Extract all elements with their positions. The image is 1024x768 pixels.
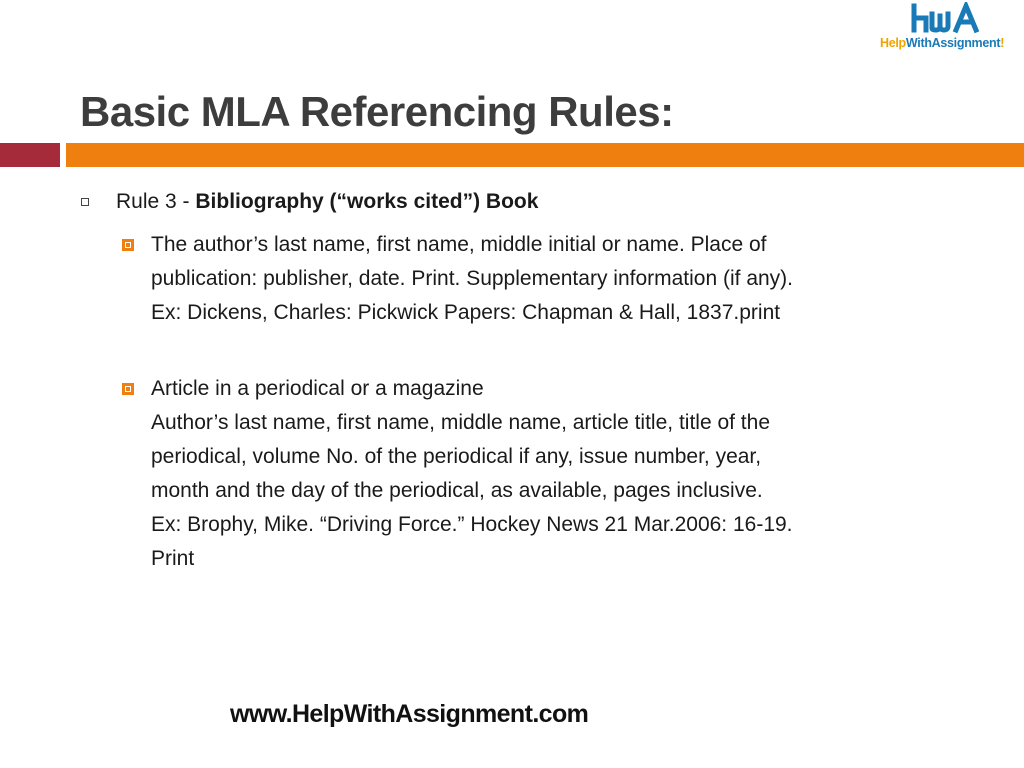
book-line: The author’s last name, first name, middle initial or name. Place of xyxy=(151,233,767,256)
footer-url[interactable]: www.HelpWithAssignment.com xyxy=(230,700,589,728)
article-line: month and the day of the periodical, as available, pages inclusive. xyxy=(151,479,763,502)
article-line: Print xyxy=(151,547,195,570)
orange-square-bullet-icon xyxy=(122,383,134,395)
rule-heading xyxy=(116,188,538,216)
logo xyxy=(878,2,1024,54)
article-item xyxy=(151,372,981,576)
divider-bar-right xyxy=(66,143,1024,167)
book-line: Ex: Dickens, Charles: Pickwick Papers: Chapman & Hall, 1837.print xyxy=(151,301,781,324)
article-line: Author’s last name, first name, middle name, article title, title of the xyxy=(151,411,770,434)
book-item xyxy=(151,228,981,330)
divider-bar-left xyxy=(0,143,60,167)
article-line: Ex: Brophy, Mike. “Driving Force.” Hockey News 21 Mar.2006: 16-19. xyxy=(151,513,793,536)
article-line: Article in a periodical or a magazine xyxy=(151,377,484,400)
slide-title: Basic MLA Referencing Rules: xyxy=(80,88,674,135)
square-bullet-icon xyxy=(81,198,89,206)
rule-prefix: Rule 3 - xyxy=(116,190,196,213)
hwa-logo-icon xyxy=(910,2,990,34)
article-line: periodical, volume No. of the periodical if any, issue number, year, xyxy=(151,445,762,468)
logo-wordmark: HelpWithAssignment! xyxy=(880,36,1005,50)
orange-square-bullet-icon xyxy=(122,239,134,251)
rule-emphasis: Bibliography (“works cited”) Book xyxy=(195,190,539,213)
book-line: publication: publisher, date. Print. Supplementary information (if any). xyxy=(151,267,794,290)
